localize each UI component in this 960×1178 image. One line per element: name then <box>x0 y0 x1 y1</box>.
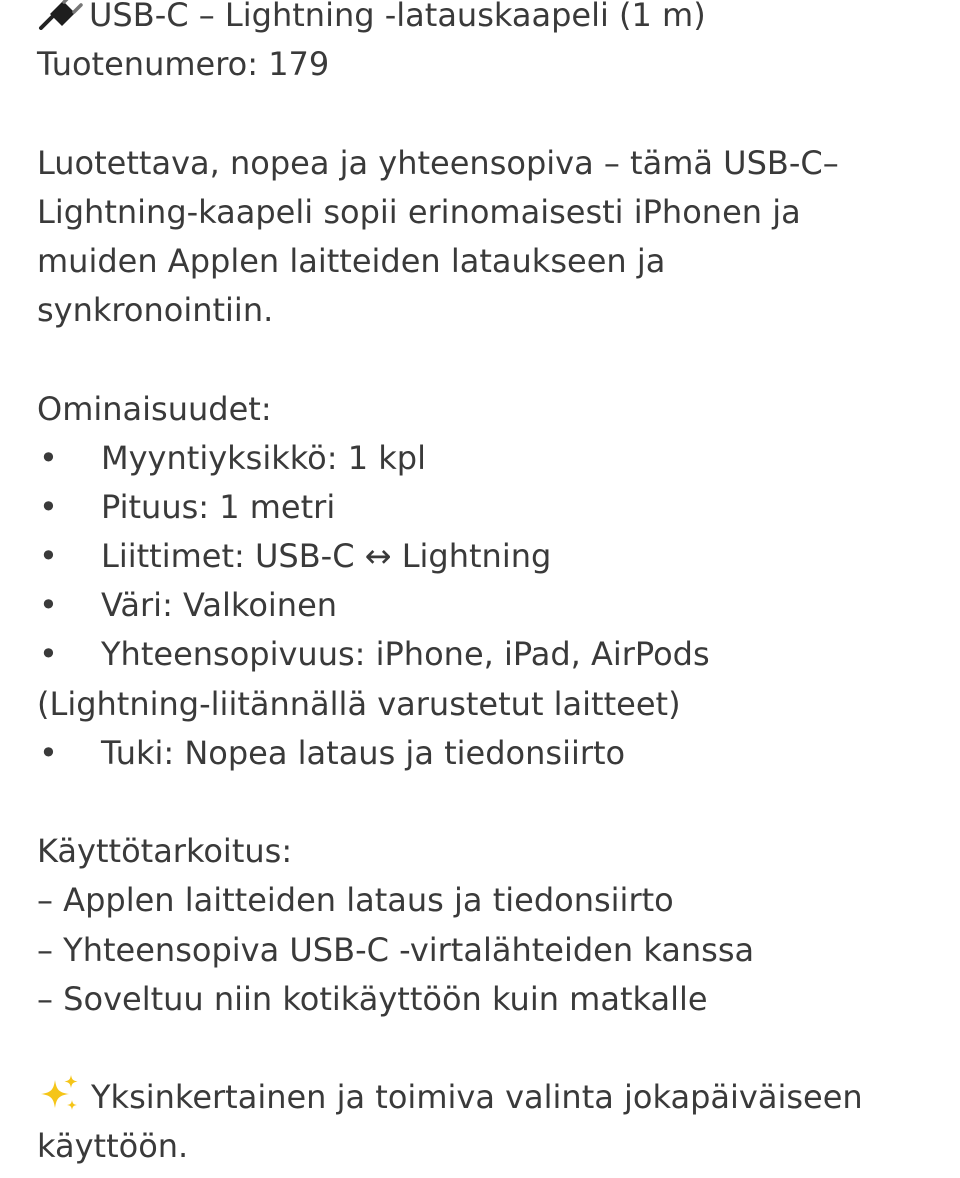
feature-item <box>37 483 937 532</box>
bullet-point: • <box>39 438 58 477</box>
spacer <box>37 1024 937 1073</box>
electric-plug-icon <box>37 0 83 30</box>
feature-item <box>37 434 937 483</box>
usage-item: – Yhteensopiva USB-C -virtalähteiden kanssa <box>37 930 755 969</box>
bullet-point: • <box>39 537 58 576</box>
sparkles-icon <box>37 1074 81 1114</box>
usage-heading: Käyttötarkoitus: <box>37 832 293 871</box>
feature-item <box>37 532 937 581</box>
closing-line <box>37 1073 937 1122</box>
bullet-point: • <box>39 733 58 772</box>
description-line: muiden Applen laitteiden lataukseen ja <box>37 241 666 280</box>
feature-text: Liittimet: USB-C ↔ Lightning <box>101 537 552 576</box>
feature-text: Pituus: 1 metri <box>101 487 336 526</box>
product-title: USB-C – Lightning -latauskaapeli (1 m) <box>89 0 706 34</box>
feature-text: Myyntiyksikkö: 1 kpl <box>101 438 426 477</box>
feature-text: Yhteensopivuus: iPhone, iPad, AirPods <box>101 635 710 674</box>
spacer <box>37 778 937 827</box>
feature-continuation: (Lightning-liitännällä varustetut laitteet) <box>37 684 681 723</box>
description-line: Luotettava, nopea ja yhteensopiva – tämä USB-C– <box>37 143 839 182</box>
description-line: synkronointiin. <box>37 291 274 330</box>
feature-item <box>37 729 937 778</box>
description-line: Lightning-kaapeli sopii erinomaisesti iPhonen ja <box>37 192 801 231</box>
feature-text: Väri: Valkoinen <box>101 586 338 625</box>
closing-text-continuation: käyttöön. <box>37 1127 189 1166</box>
bullet-point: • <box>39 586 58 625</box>
product-description <box>37 0 937 1172</box>
closing-text: Yksinkertainen ja toimiva valinta jokapäiväiseen <box>91 1078 863 1117</box>
usage-item: – Soveltuu niin kotikäyttöön kuin matkalle <box>37 979 708 1018</box>
feature-text: Tuki: Nopea lataus ja tiedonsiirto <box>101 733 626 772</box>
spacer <box>37 89 937 138</box>
features-heading: Ominaisuudet: <box>37 389 272 428</box>
usage-item: – Applen laitteiden lataus ja tiedonsiirto <box>37 881 674 920</box>
feature-item <box>37 630 937 679</box>
feature-item <box>37 581 937 630</box>
bullet-point: • <box>39 487 58 526</box>
product-title-line <box>37 0 937 40</box>
bullet-point: • <box>39 635 58 674</box>
spacer <box>37 335 937 384</box>
product-number: Tuotenumero: 179 <box>37 45 330 84</box>
